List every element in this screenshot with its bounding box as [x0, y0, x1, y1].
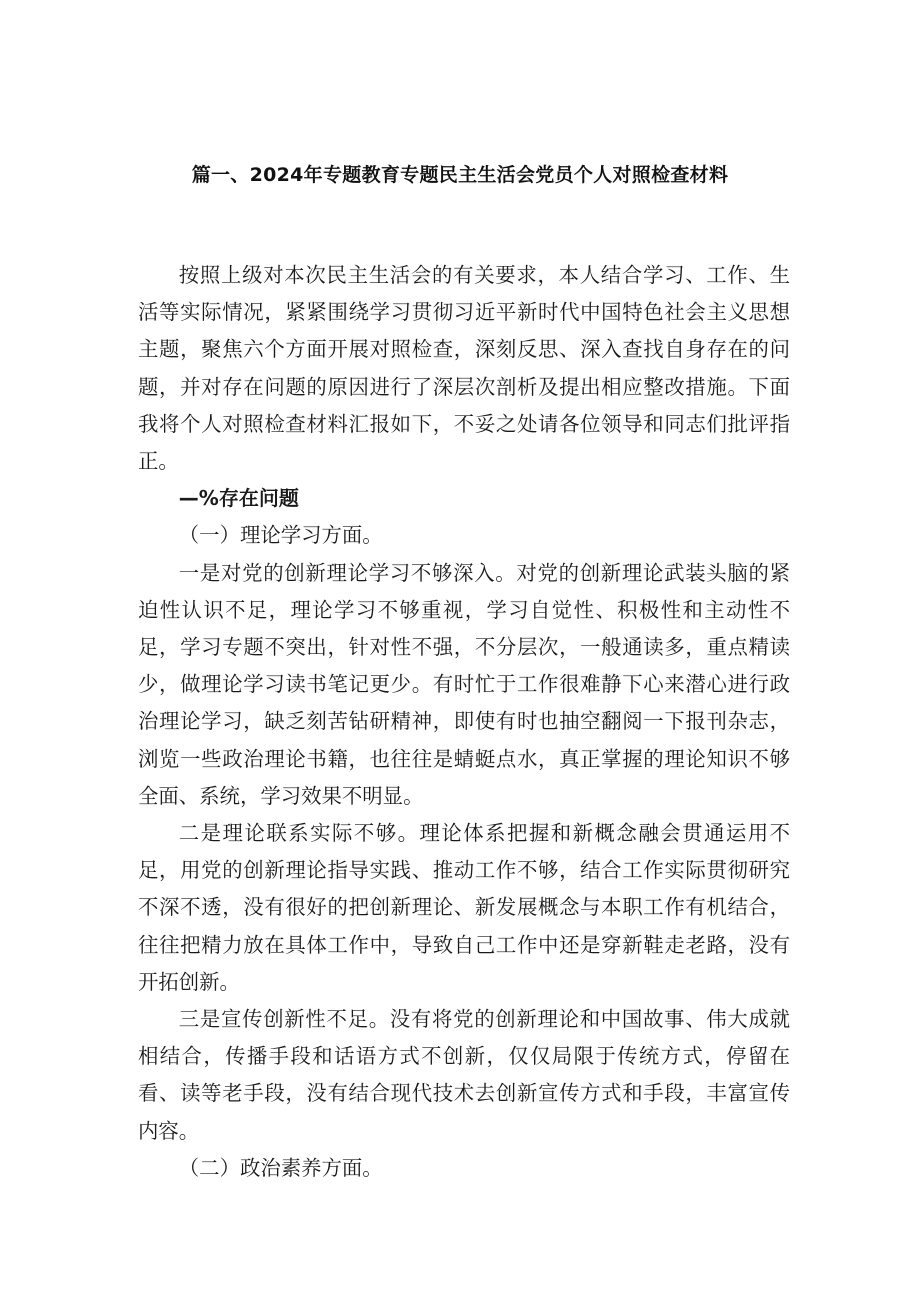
document-title: 篇一、2024年专题教育专题民主生活会党员个人对照检查材料: [191, 164, 729, 186]
body-paragraph: 二是理论联系实际不够。理论体系把握和新概念融会贯通运用不足，用党的创新理论指导实践、推动工作不够，结合工作实际贯彻研究不深不透，没有很好的把创新理论、新发展概念与本职工作有机结合，往往把精力放在具体工作中，导致自己工作中还是穿新鞋走老路，没有开拓创新。: [138, 821, 790, 994]
intro-paragraph: 按照上级对本次民主生活会的有关要求，本人结合学习、工作、生活等实际情况，紧紧围绕学习贯彻习近平新时代中国特色社会主义思想主题，聚焦六个方面开展对照检查，深刻反思、深入查找自身存在的问题，并对存在问题的原因进行了深层次剖析及提出相应整改措施。下面我将个人对照检查材料汇报如下，不妥之处请各位领导和同志们批评指正。: [138, 263, 790, 474]
document-body: [138, 257, 790, 1187]
section-heading: —%存在问题: [178, 486, 299, 511]
body-paragraph: 一是对党的创新理论学习不够深入。对党的创新理论武装头脑的紧迫性认识不足，理论学习不够重视，学习自觉性、积极性和主动性不足，学习专题不突出，针对性不强，不分层次，一般通读多，重点精读少，做理论学习读书笔记更少。有时忙于工作很难静下心来潜心进行政治理论学习，缺乏刻苦钻研精神，即使有时也抽空翻阅一下报刊杂志，浏览一些政治理论书籍，也往往是蜻蜓点水，真正掌握的理论知识不够全面、系统，学习效果不明显。: [138, 560, 790, 808]
body-paragraph: 三是宣传创新性不足。没有将党的创新理论和中国故事、伟大成就相结合，传播手段和话语方式不创新，仅仅局限于传统方式，停留在看、读等老手段，没有结合现代技术去创新宣传方式和手段，丰富宣传内容。: [138, 1007, 790, 1143]
subsection-heading: （一）理论学习方面。: [178, 523, 383, 548]
subsection-heading: （二）政治素养方面。: [178, 1155, 383, 1180]
